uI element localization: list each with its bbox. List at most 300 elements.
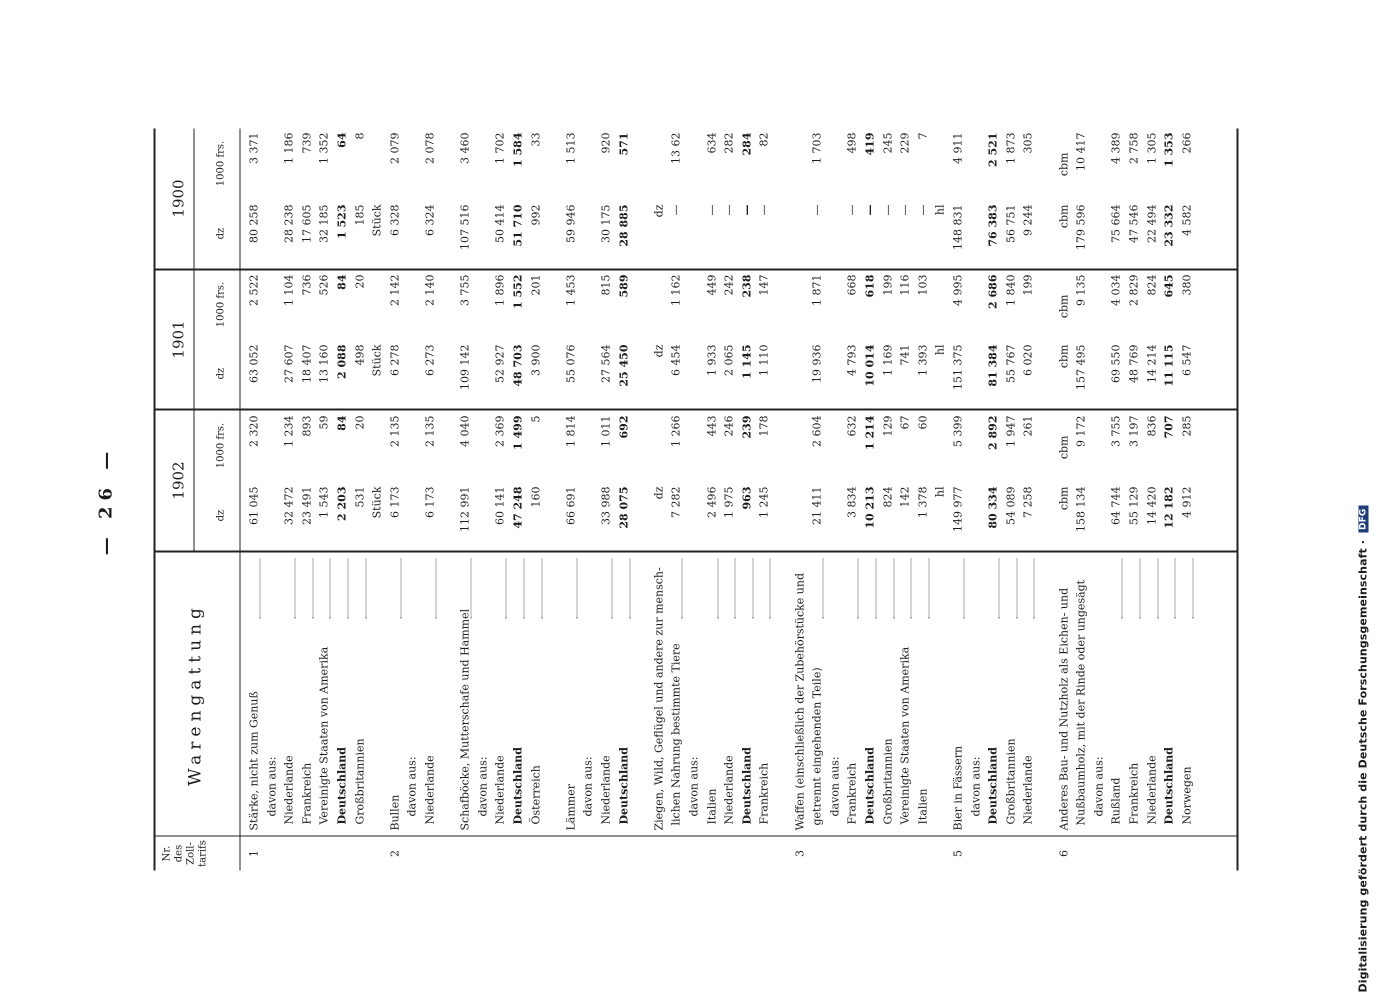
qty-cell: 10 213 <box>863 486 876 529</box>
commodity-label: Niederlande <box>1144 754 1158 824</box>
commodity-label: Bier in Fässern <box>951 745 964 830</box>
qty-cell: 2 203 <box>335 486 348 521</box>
dot-leader <box>822 558 823 618</box>
qty-cell: 28 075 <box>616 486 630 529</box>
qty-cell: 1 975 <box>722 486 736 518</box>
qty-cell: — <box>739 204 753 215</box>
dot-leader <box>928 558 929 618</box>
value-cell: 707 <box>1162 415 1176 438</box>
value-cell: 1 499 <box>511 415 524 450</box>
value-cell: 2 135 <box>423 415 436 447</box>
value-cell: 1 873 <box>1003 132 1017 164</box>
unit-note: hl <box>933 486 947 497</box>
dot-leader <box>365 558 366 618</box>
value-cell: 1 266 <box>669 415 683 447</box>
qty-cell: 55 129 <box>1127 486 1140 525</box>
value-cell: 2 522 <box>247 274 260 306</box>
qty-cell: 185 <box>352 204 366 225</box>
commodity-label: Österreich <box>528 764 542 824</box>
value-cell: 246 <box>722 415 736 436</box>
qty-cell: 109 142 <box>458 344 472 390</box>
unit-note: dz <box>651 486 665 499</box>
value-cell: 4 995 <box>951 274 964 306</box>
value-cell: 589 <box>616 274 630 297</box>
trade-table <box>153 128 1238 870</box>
qty-cell: — <box>863 204 876 215</box>
value-cell: 284 <box>739 132 753 155</box>
qty-cell: 2 088 <box>335 344 348 379</box>
unit-note: Stück <box>370 486 384 518</box>
qty-cell: 59 946 <box>563 204 577 243</box>
qty-cell: — <box>898 204 912 215</box>
qty-cell: — <box>915 204 929 215</box>
qty-cell: 6 020 <box>1021 344 1035 376</box>
davon-aus-label: davon aus: <box>968 755 982 816</box>
year1901-col-rule <box>153 268 1238 270</box>
tarif-col-rule <box>153 835 1238 836</box>
qty-cell: — <box>757 204 771 215</box>
value-cell: 1 552 <box>511 274 524 309</box>
qty-cell: 7 258 <box>1021 486 1035 518</box>
tarif-number: 6 <box>1056 849 1070 857</box>
qty-cell: 6 173 <box>387 486 401 518</box>
qty-cell: 151 375 <box>951 344 964 390</box>
ware-header: Warengattung <box>185 602 205 786</box>
qty-cell: 12 182 <box>1162 486 1176 529</box>
qty-cell: 23 491 <box>299 486 313 525</box>
dot-leader <box>752 558 753 618</box>
qty-cell: 47 546 <box>1127 204 1140 243</box>
dot-leader <box>1139 558 1140 618</box>
tarif-header-line: Nr. <box>161 845 172 861</box>
qty-cell: 6 454 <box>669 344 683 376</box>
commodity-label: Ziegen, Wild, Geflügel und andere zur mensch- <box>651 566 665 830</box>
commodity-label: Schafböcke, Mutterschafe und Hammel <box>458 608 472 830</box>
qty-cell: — <box>810 204 824 215</box>
value-cell: 632 <box>845 415 859 436</box>
value-cell: 526 <box>317 274 331 295</box>
unit-note: hl <box>933 344 947 355</box>
dot-leader <box>717 558 718 618</box>
value-cell: 1 453 <box>563 274 577 306</box>
qty-cell: 14 420 <box>1144 486 1158 525</box>
commodity-label: Großbritannien <box>1003 737 1017 824</box>
value-cell: 645 <box>1162 274 1176 297</box>
value-cell: 692 <box>616 415 630 438</box>
dot-leader <box>523 558 524 618</box>
davon-aus-label: davon aus: <box>264 755 278 816</box>
unit-note: hl <box>933 204 947 215</box>
value-cell: 836 <box>1144 415 1158 436</box>
value-cell: 178 <box>757 415 771 436</box>
year1902-col-rule <box>153 408 1238 410</box>
value-cell: 1 513 <box>563 132 577 164</box>
qty-cell: 28 238 <box>282 204 296 243</box>
value-cell: 13 62 <box>669 132 683 164</box>
value-cell: 2 140 <box>423 274 436 306</box>
dot-leader <box>734 558 735 618</box>
dot-leader <box>681 558 682 618</box>
qty-cell: 4 793 <box>845 344 859 376</box>
qty-cell: — <box>722 204 736 215</box>
qty-cell: 30 175 <box>599 204 612 243</box>
dot-leader <box>259 558 260 618</box>
value-cell: 893 <box>299 415 313 436</box>
qty-cell: 11 115 <box>1162 344 1176 387</box>
commodity-label: Frankreich <box>845 762 859 824</box>
value-cell: 571 <box>616 132 630 155</box>
year-1900: 1900 <box>169 178 187 218</box>
qty-cell: 1 933 <box>704 344 718 376</box>
qty-cell: 23 332 <box>1162 204 1176 247</box>
qty-cell: 6 278 <box>387 344 401 376</box>
year-1901: 1901 <box>169 319 187 359</box>
dot-leader <box>963 558 964 618</box>
dot-leader <box>294 558 295 618</box>
commodity-label: Niederlande <box>1021 754 1035 824</box>
unit-qty-1900: dz <box>215 227 226 239</box>
unit-qty-1901: dz <box>215 367 226 379</box>
qty-cell: 6 173 <box>423 486 436 518</box>
qty-cell: 27 607 <box>282 344 296 383</box>
value-cell: 229 <box>898 132 912 153</box>
value-cell: 10 417 <box>1074 132 1088 171</box>
tarif-number: 1 <box>247 849 260 857</box>
davon-aus-label: davon aus: <box>405 755 419 816</box>
dot-leader <box>893 558 894 618</box>
value-cell: 736 <box>299 274 313 295</box>
qty-cell: 149 977 <box>951 486 964 532</box>
value-cell: 8 <box>352 132 366 139</box>
qty-cell: 7 282 <box>669 486 683 518</box>
commodity-label: Frankreich <box>299 762 313 824</box>
value-cell: 3 755 <box>458 274 472 306</box>
value-cell: 2 892 <box>986 415 1000 450</box>
value-cell: 1 162 <box>669 274 683 306</box>
tarif-header <box>161 836 209 870</box>
qty-cell: 17 605 <box>299 204 313 243</box>
value-cell: 815 <box>599 274 612 295</box>
qty-cell: 992 <box>528 204 542 225</box>
value-cell: 3 197 <box>1127 415 1140 447</box>
value-cell: 266 <box>1179 132 1193 153</box>
commodity-label: Deutschland <box>616 746 630 824</box>
value-cell: 242 <box>722 274 736 295</box>
value-cell: 634 <box>704 132 718 153</box>
value-cell: 2 320 <box>247 415 260 447</box>
value-cell: 9 172 <box>1074 415 1088 447</box>
qty-cell: 142 <box>898 486 912 507</box>
value-cell: 1 352 <box>317 132 331 164</box>
qty-cell: 66 691 <box>563 486 577 525</box>
qty-cell: 22 494 <box>1144 204 1158 243</box>
qty-cell: 1 393 <box>915 344 929 376</box>
value-cell: 84 <box>335 274 348 290</box>
unit-note: Stück <box>370 344 384 376</box>
dot-leader <box>857 558 858 618</box>
dot-leader <box>329 558 330 618</box>
year-sub-rule <box>193 128 194 550</box>
value-cell: 1 011 <box>599 415 612 447</box>
commodity-label: Vereinigte Staaten von Amerika <box>898 646 912 824</box>
value-cell: 2 604 <box>810 415 824 447</box>
qty-cell: 14 214 <box>1144 344 1158 383</box>
dot-leader <box>1192 558 1193 618</box>
commodity-label: getrennt eingehenden Teile) <box>810 666 824 825</box>
value-cell: 2 521 <box>986 132 1000 167</box>
value-cell: 59 <box>317 415 331 429</box>
value-cell: 305 <box>1021 132 1035 153</box>
commodity-label: Niederlande <box>722 754 736 824</box>
qty-cell: 50 414 <box>493 204 507 243</box>
qty-cell: 55 076 <box>563 344 577 383</box>
dot-leader <box>470 558 471 618</box>
value-cell: 4 040 <box>458 415 472 447</box>
commodity-label: Deutschland <box>863 746 876 824</box>
unit-note: cbm <box>1056 344 1070 368</box>
value-cell: 2 142 <box>387 274 401 306</box>
davon-aus-label: davon aus: <box>827 755 841 816</box>
dot-leader <box>611 558 612 618</box>
value-cell: 103 <box>915 274 929 295</box>
unit-note: cbm <box>1056 294 1070 318</box>
qty-cell: 47 248 <box>511 486 524 529</box>
dot-leader <box>629 558 630 618</box>
digitization-text: Digitalisierung gefördert durch die Deutsche Forschungsgemeinschaft <box>1356 547 1369 992</box>
qty-cell: 33 988 <box>599 486 612 525</box>
value-cell: 1 584 <box>511 132 524 167</box>
tarif-header-line: Zoll- <box>185 841 196 865</box>
value-cell: 239 <box>739 415 753 438</box>
value-cell: 1 896 <box>493 274 507 306</box>
dot-leader <box>576 558 577 618</box>
value-cell: 2 078 <box>423 132 436 164</box>
commodity-label: Italien <box>915 788 929 824</box>
value-cell: 67 <box>898 415 912 429</box>
qty-cell: 10 014 <box>863 344 876 387</box>
commodity-label: Frankreich <box>1127 762 1140 824</box>
dot-leader <box>312 558 313 618</box>
unit-note: dz <box>651 204 665 217</box>
qty-cell: 1 145 <box>739 344 753 379</box>
value-cell: 2 135 <box>387 415 401 447</box>
commodity-label: lichen Nahrung bestimmte Tiere <box>669 642 683 825</box>
dot-leader <box>910 558 911 618</box>
value-cell: 2 369 <box>493 415 507 447</box>
qty-cell: 741 <box>898 344 912 365</box>
value-cell: 33 <box>528 132 542 146</box>
qty-cell: 498 <box>352 344 366 365</box>
tarif-number: 5 <box>951 849 964 857</box>
commodity-label: Vereinigte Staaten von Amerika <box>317 646 331 824</box>
commodity-label: Frankreich <box>757 762 771 824</box>
table-bottom-rule <box>1236 128 1238 870</box>
qty-cell: 963 <box>739 486 753 509</box>
value-cell: 282 <box>722 132 736 153</box>
qty-cell: 9 244 <box>1021 204 1035 236</box>
qty-cell: 63 052 <box>247 344 260 383</box>
header-bottom-rule <box>239 128 240 870</box>
value-cell: 147 <box>757 274 771 295</box>
qty-cell: 64 744 <box>1109 486 1123 525</box>
qty-cell: 21 411 <box>810 486 824 525</box>
qty-cell: 60 141 <box>493 486 507 525</box>
value-cell: 380 <box>1179 274 1193 295</box>
tarif-number: 3 <box>792 849 806 857</box>
commodity-label: Anderes Bau- und Nutzholz als Eichen- und <box>1056 587 1070 830</box>
commodity-label: Italien <box>704 788 718 824</box>
value-cell: 199 <box>880 274 894 295</box>
value-cell: 419 <box>863 132 876 155</box>
value-cell: 824 <box>1144 274 1158 295</box>
value-cell: 3 460 <box>458 132 472 164</box>
page-number: — 26 — <box>95 445 116 555</box>
dot-leader <box>541 558 542 618</box>
qty-cell: 18 407 <box>299 344 313 383</box>
commodity-label: Waffen (einschließlich der Zubehörstücke und <box>792 572 806 830</box>
unit-val-1901: 1000 frs. <box>215 281 226 327</box>
qty-cell: 160 <box>528 486 542 507</box>
value-cell: 1 814 <box>563 415 577 447</box>
value-cell: 618 <box>863 274 876 297</box>
value-cell: 920 <box>599 132 612 153</box>
value-cell: 4 034 <box>1109 274 1123 306</box>
unit-note: cbm <box>1056 152 1070 176</box>
qty-cell: 107 516 <box>458 204 472 250</box>
unit-note: cbm <box>1056 486 1070 510</box>
digitization-note: Digitalisierung gefördert durch die Deutsche Forschungsgemeinschaft · DFG <box>1356 505 1369 992</box>
commodity-label: Großbritannien <box>880 737 894 824</box>
qty-cell: 1 523 <box>335 204 348 239</box>
qty-cell: 2 496 <box>704 486 718 518</box>
commodity-label: Deutschland <box>739 746 753 824</box>
dot-leader <box>875 558 876 618</box>
qty-cell: 824 <box>880 486 894 507</box>
qty-cell: 48 769 <box>1127 344 1140 383</box>
value-cell: 285 <box>1179 415 1193 436</box>
qty-cell: — <box>845 204 859 215</box>
value-cell: 1 840 <box>1003 274 1017 306</box>
unit-val-1900: 1000 frs. <box>215 140 226 186</box>
value-cell: 64 <box>335 132 348 148</box>
value-cell: 739 <box>299 132 313 153</box>
dfg-logo: DFG <box>1358 505 1368 532</box>
qty-cell: 19 936 <box>810 344 824 383</box>
commodity-label: Deutschland <box>1162 746 1176 824</box>
dot-leader <box>1157 558 1158 618</box>
qty-cell: 55 767 <box>1003 344 1017 383</box>
qty-cell: 4 912 <box>1179 486 1193 518</box>
commodity-label: Norwegen <box>1179 765 1193 824</box>
qty-cell: — <box>880 204 894 215</box>
davon-aus-label: davon aus: <box>1091 755 1105 816</box>
dot-leader <box>769 558 770 618</box>
dot-leader <box>435 558 436 618</box>
value-cell: 1 353 <box>1162 132 1176 167</box>
qty-cell: 3 900 <box>528 344 542 376</box>
qty-cell: 76 383 <box>986 204 1000 247</box>
value-cell: 60 <box>915 415 929 429</box>
qty-cell: 69 550 <box>1109 344 1123 383</box>
value-cell: 668 <box>845 274 859 295</box>
dot-leader <box>1033 558 1034 618</box>
value-cell: 4 911 <box>951 132 964 164</box>
ware-col-rule <box>153 550 1238 552</box>
qty-cell: 157 495 <box>1074 344 1088 390</box>
dot-leader <box>505 558 506 618</box>
value-cell: 9 135 <box>1074 274 1088 306</box>
dot-leader <box>400 558 401 618</box>
qty-cell: 1 245 <box>757 486 771 518</box>
value-cell: 443 <box>704 415 718 436</box>
year-1902: 1902 <box>169 460 187 500</box>
commodity-label: Deutschland <box>511 746 524 824</box>
qty-cell: 3 834 <box>845 486 859 518</box>
unit-qty-1902: dz <box>215 509 226 521</box>
value-cell: 1 702 <box>493 132 507 164</box>
qty-cell: 25 450 <box>616 344 630 387</box>
value-cell: 1 214 <box>863 415 876 450</box>
qty-cell: 112 991 <box>458 486 472 532</box>
commodity-label: Nußbaumholz, mit der Rinde oder ungesägt <box>1074 579 1088 825</box>
value-cell: 1 947 <box>1003 415 1017 447</box>
value-cell: 1 234 <box>282 415 296 447</box>
qty-cell: 80 334 <box>986 486 1000 529</box>
qty-cell: 4 582 <box>1179 204 1193 236</box>
value-cell: 245 <box>880 132 894 153</box>
dot-leader <box>998 558 999 618</box>
unit-note: Stück <box>370 204 384 236</box>
tarif-header-line: des <box>173 844 184 862</box>
qty-cell: 158 134 <box>1074 486 1088 532</box>
qty-cell: — <box>704 204 718 215</box>
tarif-header-line: tarifs <box>197 839 208 867</box>
commodity-label: Niederlande <box>599 754 612 824</box>
qty-cell: 75 664 <box>1109 204 1123 243</box>
commodity-label: Deutschland <box>986 746 1000 824</box>
qty-cell: 148 831 <box>951 204 964 250</box>
unit-val-1902: 1000 frs. <box>215 422 226 468</box>
commodity-label: Rußland <box>1109 777 1123 824</box>
value-cell: 7 <box>915 132 929 139</box>
unit-note: dz <box>651 344 665 357</box>
value-cell: 2 686 <box>986 274 1000 309</box>
value-cell: 2 758 <box>1127 132 1140 164</box>
davon-aus-label: davon aus: <box>475 755 489 816</box>
commodity-label: Großbritannien <box>352 737 366 824</box>
value-cell: 84 <box>335 415 348 431</box>
value-cell: 1 305 <box>1144 132 1158 164</box>
qty-cell: 52 927 <box>493 344 507 383</box>
qty-cell: 13 160 <box>317 344 331 383</box>
qty-cell: 54 089 <box>1003 486 1017 525</box>
dot-leader <box>1174 558 1175 618</box>
value-cell: 3 755 <box>1109 415 1123 447</box>
value-cell: 1 186 <box>282 132 296 164</box>
unit-note: cbm <box>1056 204 1070 228</box>
qty-cell: 32 472 <box>282 486 296 525</box>
qty-cell: 27 564 <box>599 344 612 383</box>
qty-cell: 28 885 <box>616 204 630 247</box>
qty-cell: 1 110 <box>757 344 771 376</box>
davon-aus-label: davon aus: <box>581 755 595 816</box>
qty-cell: 6 328 <box>387 204 401 236</box>
value-cell: 1 104 <box>282 274 296 306</box>
qty-cell: 531 <box>352 486 366 507</box>
commodity-label: Lämmer <box>563 783 577 830</box>
value-cell: 2 079 <box>387 132 401 164</box>
dot-leader <box>1121 558 1122 618</box>
